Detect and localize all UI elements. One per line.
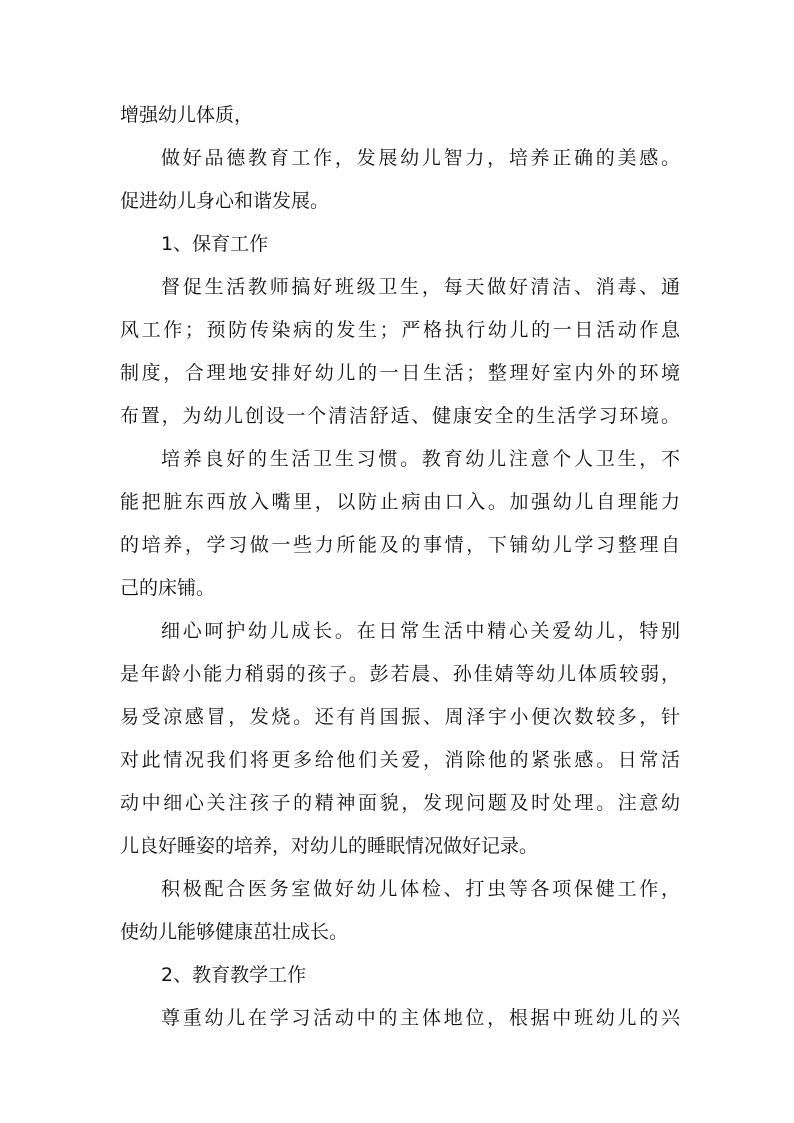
text-line-9: 培养良好的生活卫生习惯。教育幼儿注意个人卫生，不 [161, 448, 680, 470]
section-heading-teaching: 2、教育教学工作 [161, 964, 307, 986]
text-line-1: 增强幼儿体质， [120, 104, 254, 126]
text-line-6: 风工作；预防传染病的发生；严格执行幼儿的一日活动作息 [120, 319, 680, 341]
text-line-15: 易受凉感冒，发烧。还有肖国振、周泽宇小便次数较多，针 [120, 706, 680, 728]
text-line-17: 动中细心关注孩子的精神面貌，发现问题及时处理。注意幼 [120, 792, 680, 814]
section-heading-care: 1、保育工作 [161, 233, 269, 255]
text-line-22: 尊重幼儿在学习活动中的主体地位，根据中班幼儿的兴 [161, 1007, 680, 1029]
text-line-8: 布置，为幼儿创设一个清洁舒适、健康安全的生活学习环境。 [120, 405, 680, 427]
text-line-2: 做好品德教育工作，发展幼儿智力，培养正确的美感。 [161, 147, 680, 169]
text-line-20: 使幼儿能够健康茁壮成长。 [120, 921, 349, 943]
text-line-10: 能把脏东西放入嘴里，以防止病由口入。加强幼儿自理能力 [120, 491, 680, 513]
text-line-7: 制度，合理地安排好幼儿的一日生活；整理好室内外的环境 [120, 362, 680, 384]
text-line-16: 对此情况我们将更多给他们关爱，消除他的紧张感。日常活 [120, 749, 680, 771]
text-line-13: 细心呵护幼儿成长。在日常生活中精心关爱幼儿，特别 [161, 620, 680, 642]
text-line-12: 己的床铺。 [120, 577, 216, 599]
text-line-14: 是年龄小能力稍弱的孩子。彭若晨、孙佳婧等幼儿体质较弱， [120, 663, 680, 685]
text-line-19: 积极配合医务室做好幼儿体检、打虫等各项保健工作， [161, 878, 680, 900]
text-line-3: 促进幼儿身心和谐发展。 [120, 190, 330, 212]
text-line-11: 的培养，学习做一些力所能及的事情，下铺幼儿学习整理自 [120, 534, 680, 556]
text-line-18: 儿良好睡姿的培养，对幼儿的睡眠情况做好记录。 [120, 835, 539, 857]
text-line-5: 督促生活教师搞好班级卫生，每天做好清洁、消毒、通 [161, 276, 680, 298]
